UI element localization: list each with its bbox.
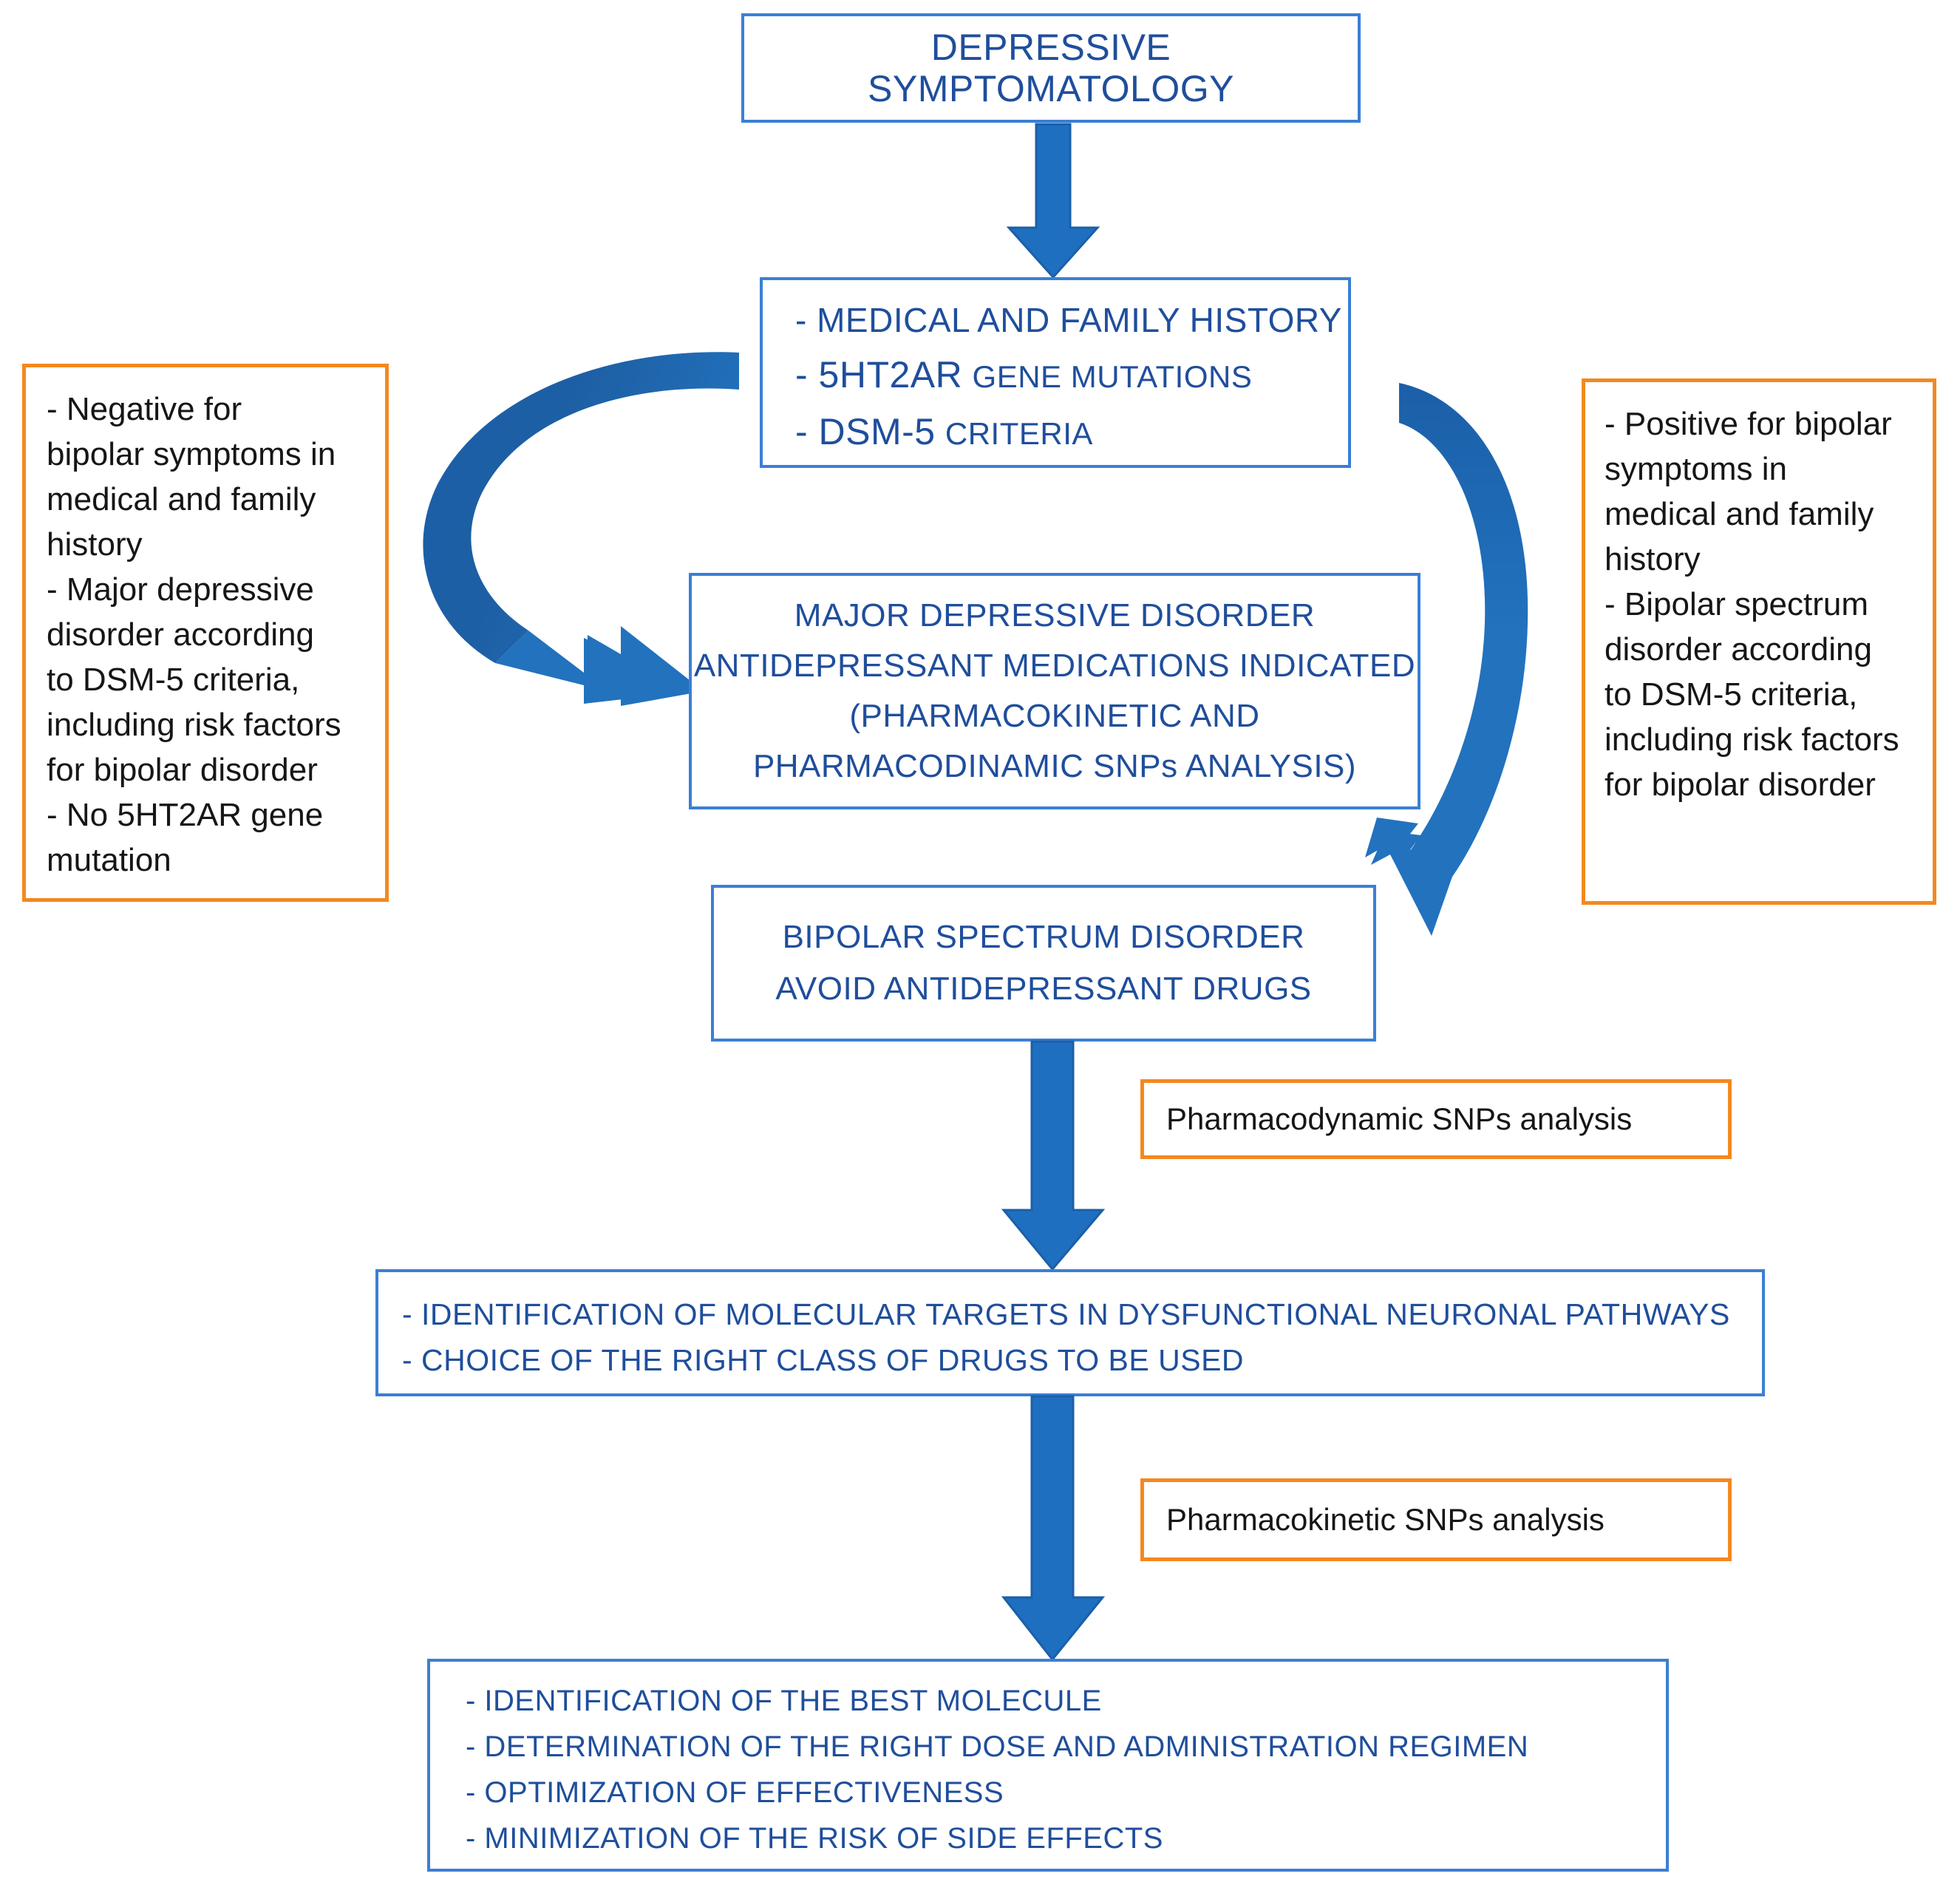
- node-major-depressive-disorder: [689, 573, 1420, 809]
- panel-left-criteria: [22, 364, 389, 902]
- label-pk-text: Pharmacokinetic SNPs analysis: [1166, 1502, 1605, 1537]
- panel-right-line-7: to DSM-5 criteria,: [1605, 676, 1858, 713]
- panel-right-line-3: medical and family: [1605, 496, 1874, 532]
- panel-right-line-1: - Positive for bipolar: [1605, 406, 1892, 442]
- node-final-line-4: - MINIMIZATION OF THE RISK OF SIDE EFFECTS: [466, 1822, 1163, 1855]
- panel-left-line-11: mutation: [47, 842, 171, 878]
- label-pharmacokinetic-snps-analysis: [1140, 1478, 1732, 1561]
- panel-left-line-5: - Major depressive: [47, 571, 314, 608]
- panel-left-line-2: bipolar symptoms in: [47, 436, 336, 472]
- node-diagnostic-line-2-gene: - 5HT2AR: [795, 354, 963, 395]
- node-final-line-3: - OPTIMIZATION OF EFFECTIVENESS: [466, 1776, 1004, 1809]
- panel-right-line-5: - Bipolar spectrum: [1605, 586, 1869, 622]
- node-mdd-line-4: PHARMACODINAMIC SNPs ANALYSIS): [752, 748, 1357, 784]
- arrow-targets-to-final: [1002, 1396, 1113, 1662]
- node-depressive-line-1: DEPRESSIVE SYMPTOMATOLOGY: [868, 27, 1234, 109]
- panel-left-line-8: including risk factors: [47, 707, 341, 743]
- panel-left-line-7: to DSM-5 criteria,: [47, 662, 300, 698]
- node-diagnostic-line-1: - MEDICAL AND FAMILY HISTORY: [795, 301, 1342, 339]
- panel-right-line-9: for bipolar disorder: [1605, 767, 1876, 803]
- node-diagnostic-line-3-suffix: CRITERIA: [945, 416, 1093, 451]
- node-final-line-1: - IDENTIFICATION OF THE BEST MOLECULE: [466, 1685, 1102, 1717]
- panel-right-line-8: including risk factors: [1605, 721, 1899, 758]
- node-diagnostic-line-2-suffix: GENE MUTATIONS: [972, 359, 1253, 394]
- node-final-outcomes: [427, 1659, 1669, 1872]
- node-bipolar-line-1: BIPOLAR SPECTRUM DISORDER: [782, 919, 1305, 955]
- node-mdd-line-1: MAJOR DEPRESSIVE DISORDER: [794, 597, 1316, 633]
- panel-left-line-4: history: [47, 526, 143, 563]
- node-final-line-2: - DETERMINATION OF THE RIGHT DOSE AND ADMINISTRATION REGIMEN: [466, 1730, 1529, 1763]
- node-mdd-line-2: ANTIDEPRESSANT MEDICATIONS INDICATED: [693, 648, 1416, 684]
- panel-right-line-4: history: [1605, 541, 1701, 577]
- node-molecular-targets: [375, 1269, 1765, 1396]
- node-diagnostic-line-2: [795, 347, 1348, 404]
- label-pharmacodynamic-snps-analysis: [1140, 1079, 1732, 1159]
- node-targets-line-2: - CHOICE OF THE RIGHT CLASS OF DRUGS TO BE USED: [402, 1343, 1245, 1377]
- panel-left-line-9: for bipolar disorder: [47, 752, 318, 788]
- panel-left-line-3: medical and family: [47, 481, 316, 517]
- label-pd-text: Pharmacodynamic SNPs analysis: [1166, 1101, 1633, 1136]
- node-diagnostic-line-3: [795, 404, 1348, 461]
- node-mdd-line-3: (PHARMACOKINETIC AND: [849, 698, 1260, 734]
- node-bipolar-line-2: AVOID ANTIDEPRESSANT DRUGS: [775, 971, 1312, 1007]
- arrow-bipolar-to-targets: [1002, 1042, 1113, 1272]
- node-depressive-symptomatology: [741, 13, 1361, 123]
- node-diagnostic-criteria: [760, 277, 1351, 468]
- node-diagnostic-line-3-dsm: - DSM-5: [795, 411, 936, 452]
- arrow-symptom-to-diagnostic: [1001, 124, 1105, 279]
- node-bipolar-spectrum-disorder: [711, 885, 1376, 1042]
- panel-right-line-2: symptoms in: [1605, 451, 1787, 487]
- panel-left-line-10: - No 5HT2AR gene: [47, 797, 324, 833]
- panel-left-line-1: - Negative for: [47, 391, 242, 427]
- panel-left-line-6: disorder according: [47, 616, 314, 653]
- panel-right-line-6: disorder according: [1605, 631, 1872, 667]
- node-targets-line-1: - IDENTIFICATION OF MOLECULAR TARGETS IN DYSFUNCTIONAL NEURONAL PATHWAYS: [402, 1297, 1730, 1331]
- panel-right-criteria: [1582, 378, 1936, 905]
